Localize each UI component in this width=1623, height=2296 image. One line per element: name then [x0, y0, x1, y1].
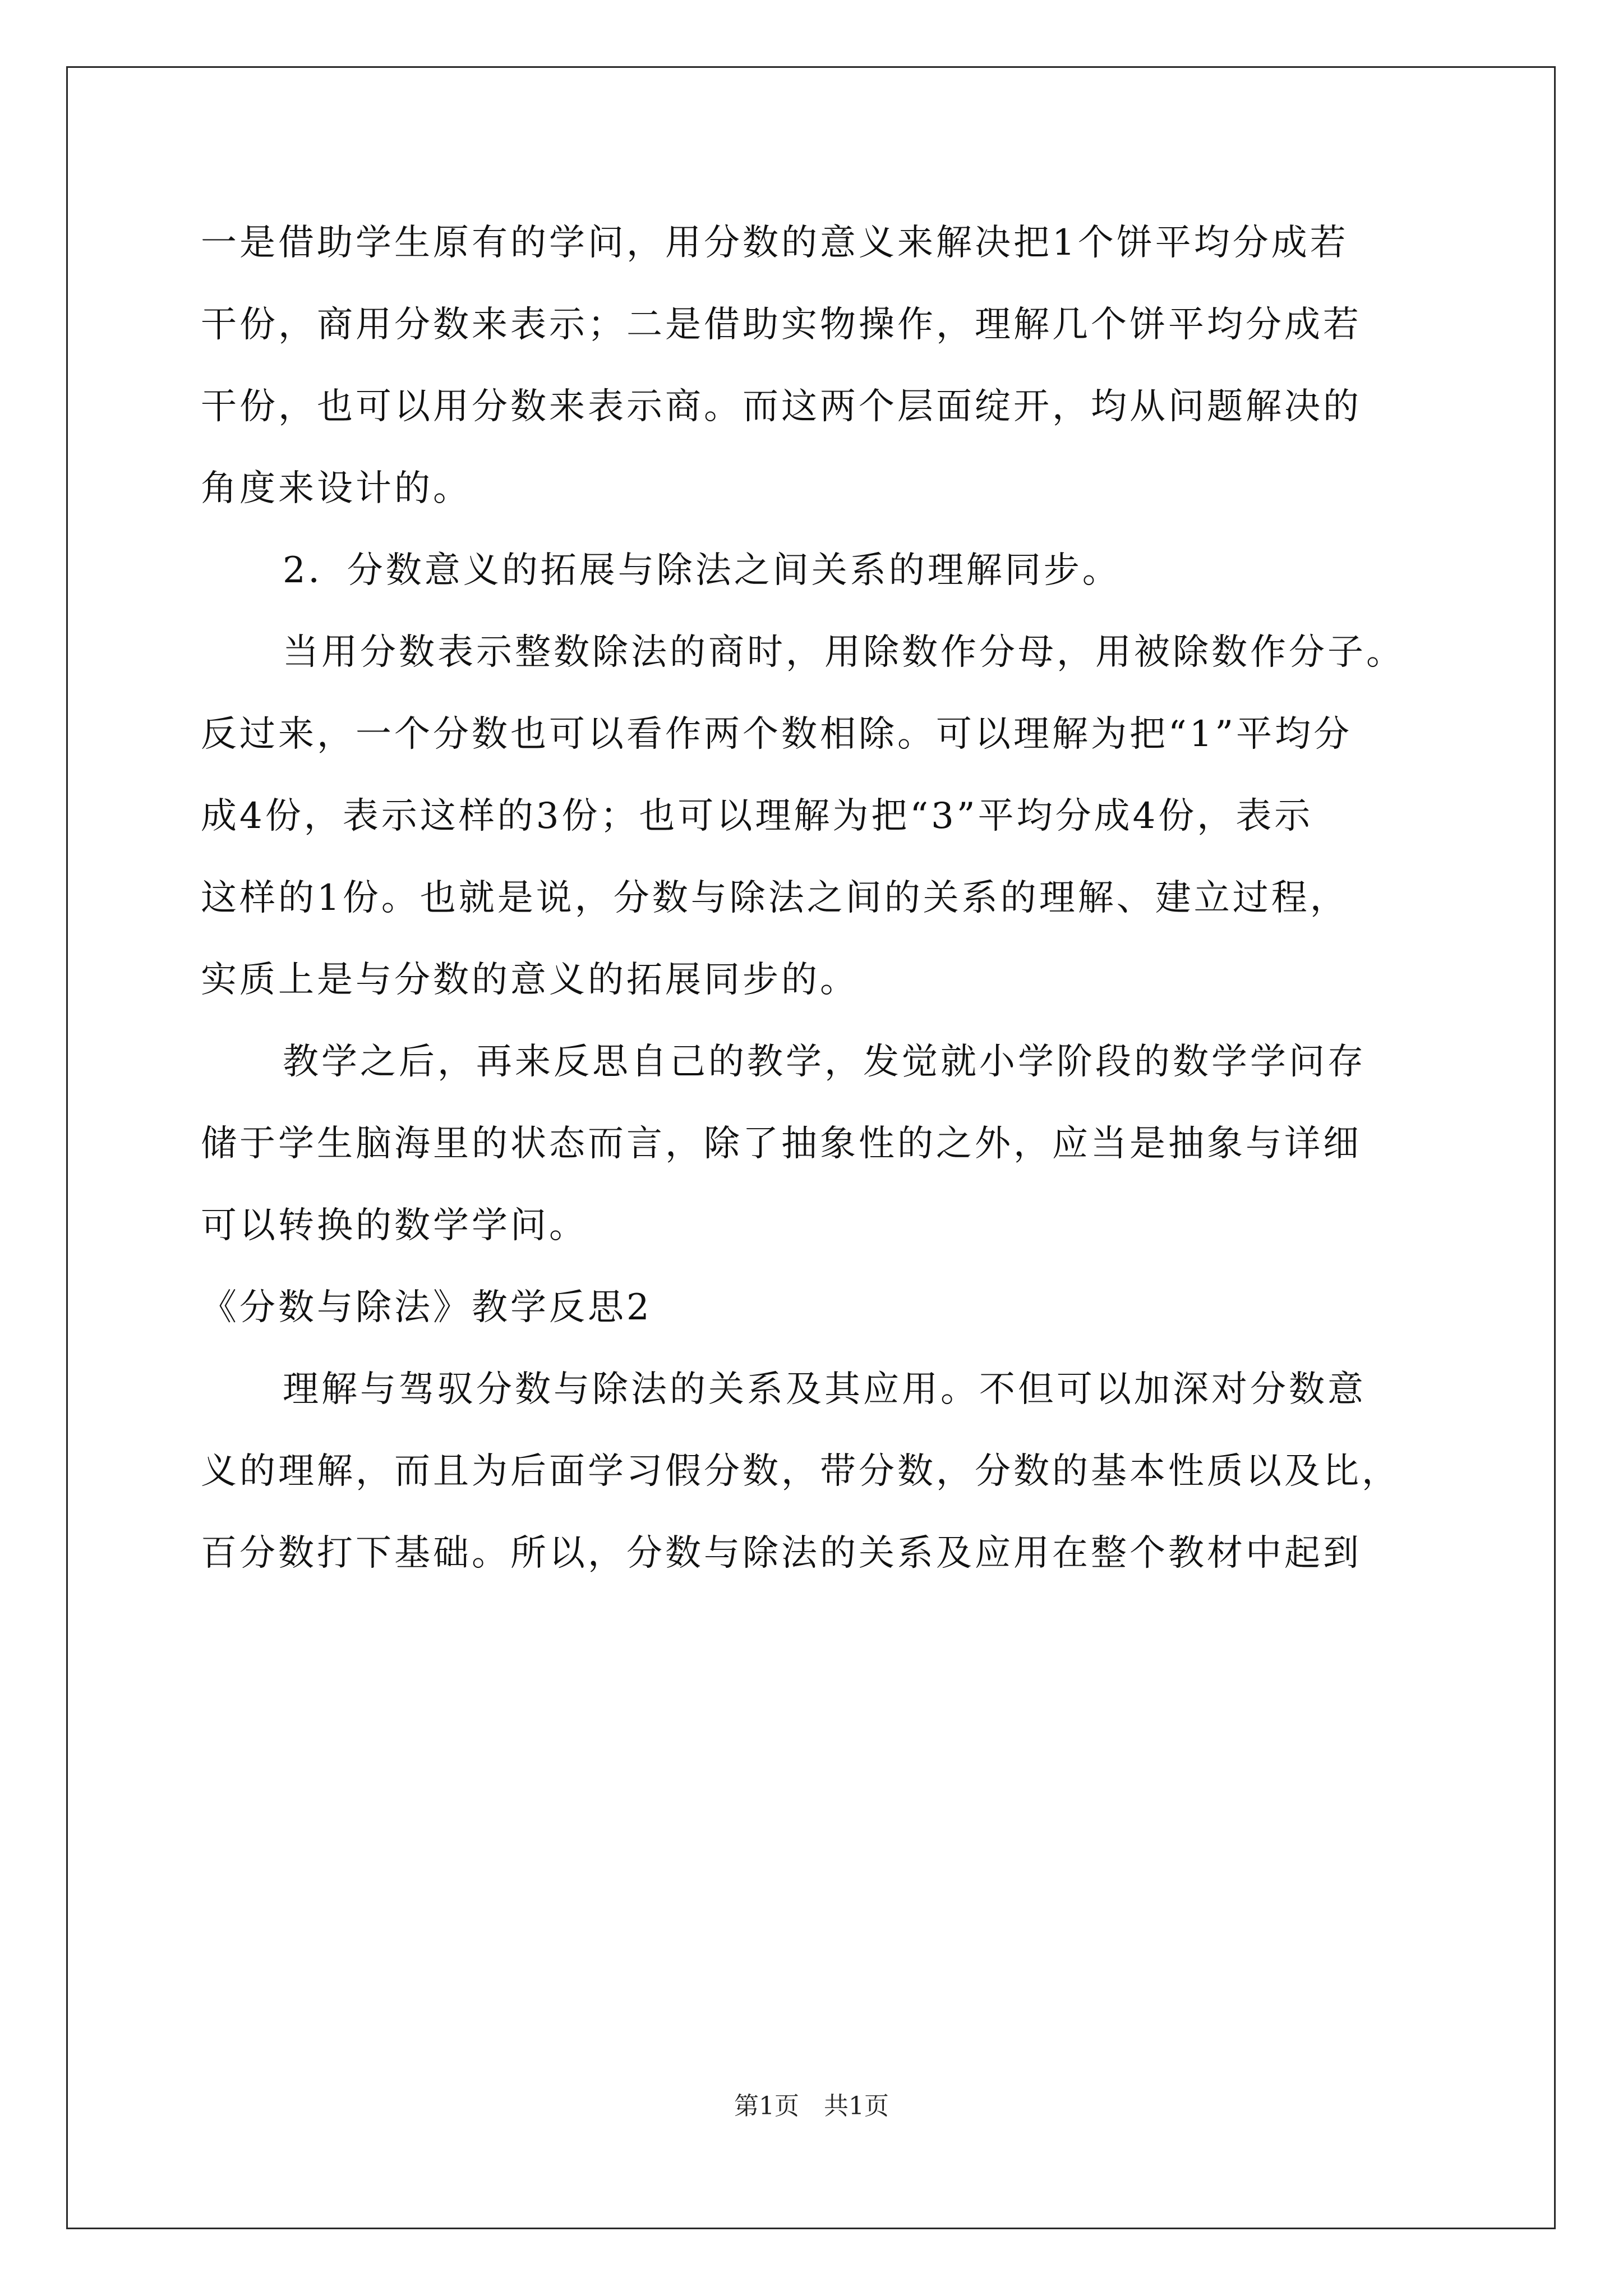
paragraph-line: 这样的1份。也就是说，分数与除法之间的关系的理解、建立过程，: [201, 877, 1349, 919]
page-footer: [0, 2086, 1623, 2122]
paragraph-line: 成4份，表示这样的3份；也可以理解为把“3”平均分成4份，表示: [201, 795, 1313, 837]
paragraph-line: 储于学生脑海里的状态而言，除了抽象性的之外，应当是抽象与详细: [201, 1123, 1362, 1165]
paragraph-line: 反过来，一个分数也可以看作两个数相除。可以理解为把“1”平均分: [201, 714, 1353, 755]
paragraph-line: 角度来设计的。: [201, 468, 472, 509]
paragraph-line: 理解与驾驭分数与除法的关系及其应用。不但可以加深对分数意: [283, 1369, 1366, 1410]
paragraph-line: 一是借助学生原有的学问，用分数的意义来解决把1个饼平均分成若: [201, 222, 1349, 264]
paragraph-line: 干份，商用分数来表示；二是借助实物操作，理解几个饼平均分成若: [201, 304, 1362, 346]
document-body: [201, 202, 1435, 1594]
paragraph-line: 可以转换的数学学问。: [201, 1205, 588, 1246]
paragraph-line: 2．分数意义的拓展与除法之间关系的理解同步。: [283, 550, 1121, 591]
page-total: 共1页: [824, 2092, 889, 2120]
page-number: 第1页: [734, 2092, 799, 2120]
paragraph-line: 教学之后，再来反思自己的教学，发觉就小学阶段的数学学问存: [283, 1041, 1366, 1083]
paragraph-line: 干份，也可以用分数来表示商。而这两个层面绽开，均从问题解决的: [201, 386, 1362, 427]
section-heading: 《分数与除法》教学反思2: [201, 1287, 652, 1328]
paragraph-line: 义的理解，而且为后面学习假分数，带分数，分数的基本性质以及比，: [201, 1451, 1400, 1492]
paragraph-line: 当用分数表示整数除法的商时，用除数作分母，用被除数作分子。: [283, 632, 1405, 673]
paragraph-line: 百分数打下基础。所以，分数与除法的关系及应用在整个教材中起到: [201, 1533, 1362, 1574]
paragraph-line: 实质上是与分数的意义的拓展同步的。: [201, 959, 859, 1001]
